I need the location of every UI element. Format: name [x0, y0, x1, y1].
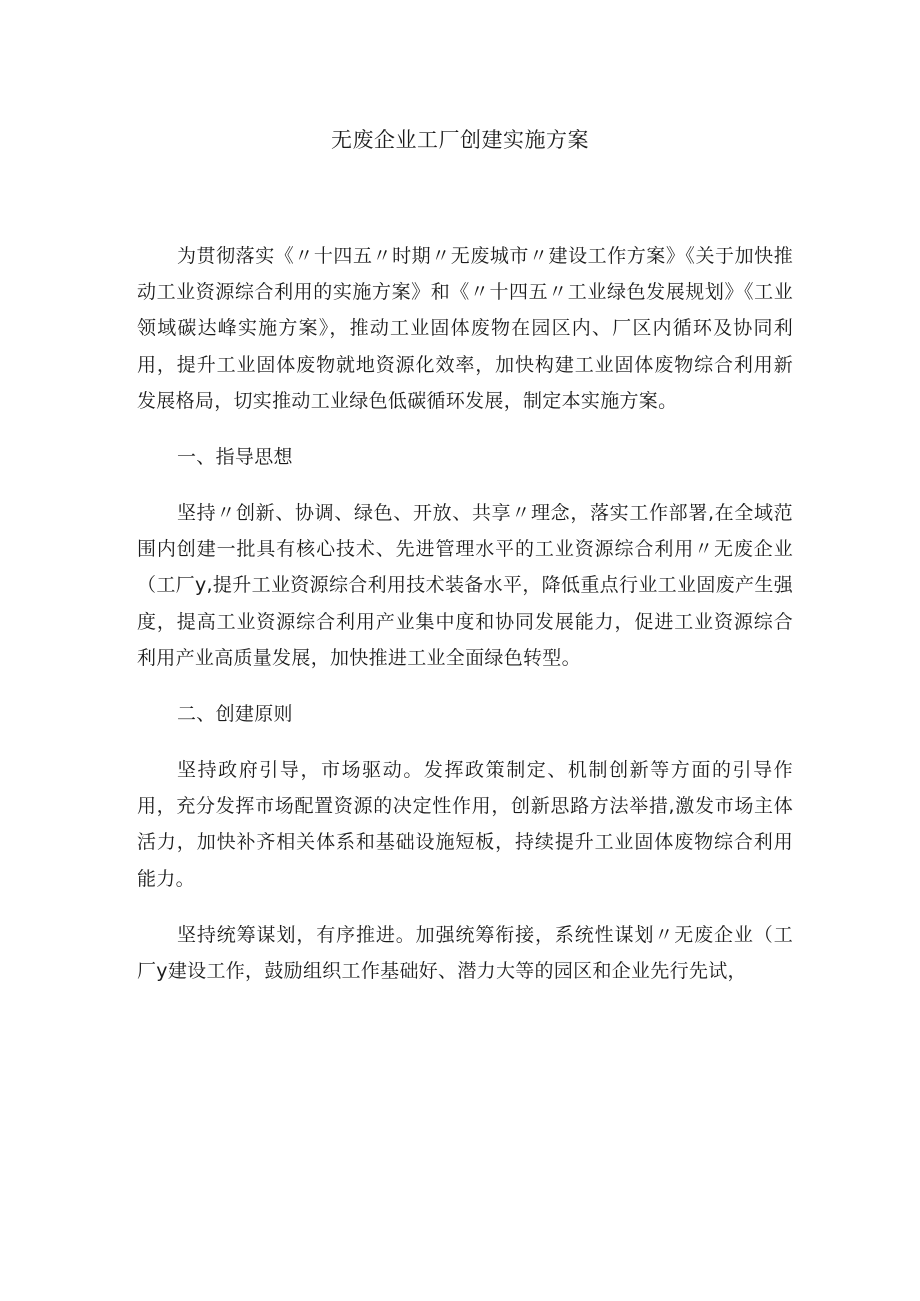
- section-paragraph: 坚持政府引导，市场驱动。发挥政策制定、机制创新等方面的引导作用，充分发挥市场配置资源的决定性作用，创新思路方法举措,激发市场主体活力，加快补齐相关体系和基础设施短板，持续提升工业固体废物综合利用能力。: [137, 759, 793, 890]
- section-heading-guiding-ideology: 一、指导思想: [177, 446, 293, 469]
- section-heading-creation-principles: 二、创建原则: [177, 703, 293, 726]
- intro-paragraph: 为贯彻落实《〃十四五〃时期〃无废城市〃建设工作方案》《关于加快推动工业资源综合利用的实施方案》和《〃十四五〃工业绿色发展规划》《工业领域碳达峰实施方案》，推动工业固体废物在园区内、厂区内循环及协同利用，提升工业固体废物就地资源化效率，加快构建工业固体废物综合利用新发展格局，切实推动工业绿色低碳循环发展，制定本实施方案。: [137, 245, 793, 412]
- section-paragraph: 坚持〃创新、协调、绿色、开放、共享〃理念，落实工作部署,在全域范围内创建一批具有核心技术、先进管理水平的工业资源综合利用〃无废企业（工厂y,提升工业资源综合利用技术装备水平，降低重点行业工业固废产生强度，提高工业资源综合利用产业集中度和协同发展能力，促进工业资源综合利用产业高质量发展，加快推进工业全面绿色转型。: [137, 502, 793, 669]
- section-paragraph: 坚持统筹谋划，有序推进。加强统筹衔接，系统性谋划〃无废企业（工厂y建设工作，鼓励组织工作基础好、潜力大等的园区和企业先行先试，: [137, 923, 793, 983]
- document-title: 无废企业工厂创建实施方案: [331, 128, 589, 152]
- document-body: [137, 238, 793, 1009]
